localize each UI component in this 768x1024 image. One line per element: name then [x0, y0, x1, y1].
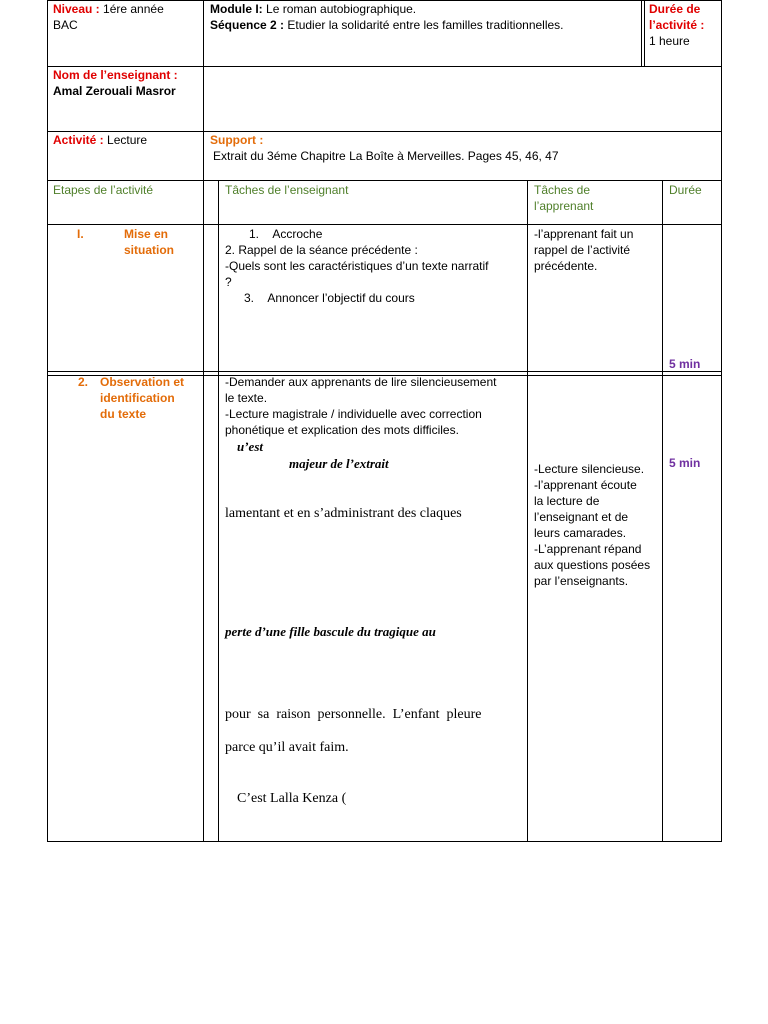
- row2-teacher-tasks: [225, 374, 525, 438]
- row2-learner-4: l’enseignant et de: [534, 510, 629, 524]
- border: [218, 180, 219, 842]
- text-fragment-7: C’est Lalla Kenza (: [237, 791, 347, 806]
- duree-label-2: l’activité :: [649, 18, 705, 32]
- row2-title: [100, 374, 184, 422]
- duree-value: 1 heure: [649, 34, 690, 48]
- module-label: Module I:: [210, 2, 263, 16]
- border: [644, 0, 645, 66]
- support-cell: [210, 132, 559, 164]
- header-etapes: Etapes de l’activité: [53, 183, 154, 197]
- support-label: Support :: [210, 133, 264, 147]
- row1-item2c: ?: [225, 275, 232, 289]
- text-fragment-2: majeur de l’extrait: [289, 456, 389, 471]
- border: [203, 0, 204, 180]
- duree-cell: [649, 1, 704, 49]
- border: [47, 371, 722, 372]
- border: [721, 0, 722, 842]
- row1-title-1: Mise en: [124, 227, 169, 241]
- niveau-value: 1ére année: [103, 2, 164, 16]
- row1-item1-num: 1.: [249, 227, 260, 241]
- activity-value: Lecture: [107, 133, 148, 147]
- row2-teacher-1: -Demander aux apprenants de lire silencieusement: [225, 375, 497, 389]
- row1-learner-tasks: [534, 226, 633, 274]
- text-fragment-3: lamentant et en s’administrant des claques: [225, 506, 462, 521]
- module-value: Le roman autobiographique.: [266, 2, 417, 16]
- activity-label: Activité :: [53, 133, 104, 147]
- row1-item3-num: 3.: [244, 291, 255, 305]
- row1-item2: 2. Rappel de la séance précédente :: [225, 243, 418, 257]
- row2-title-1: Observation et: [100, 375, 185, 389]
- teacher-label: Nom de l’enseignant :: [53, 68, 178, 82]
- activity-cell: [53, 132, 147, 148]
- sequence-label: Séquence 2 :: [210, 18, 285, 32]
- text-fragment-4: perte d’une fille bascule du tragique au: [225, 624, 436, 639]
- border: [527, 180, 528, 842]
- border: [662, 180, 663, 842]
- row2-teacher-3: -Lecture magistrale / individuelle avec correction: [225, 407, 482, 421]
- row1-number: I.: [77, 227, 84, 241]
- row2-learner-6: -L’apprenant répand: [534, 542, 642, 556]
- row2-duree: 5 min: [669, 456, 701, 470]
- border: [641, 0, 642, 66]
- row2-learner-8: par l’enseignants.: [534, 574, 629, 588]
- border: [47, 180, 722, 181]
- row2-learner-7: aux questions posées: [534, 558, 651, 572]
- support-value: Extrait du 3éme Chapitre La Boîte à Merveilles. Pages 45, 46, 47: [213, 149, 559, 163]
- row2-number: 2.: [78, 375, 89, 389]
- border: [47, 224, 722, 225]
- row2-teacher-4: phonétique et explication des mots difficiles.: [225, 423, 459, 437]
- row1-title-2: situation: [124, 243, 174, 257]
- row1-learner-2: rappel de l’activité: [534, 243, 631, 257]
- header-taches-apprenant-2: l’apprenant: [534, 199, 594, 213]
- row1-item1: Accroche: [272, 227, 323, 241]
- border: [47, 841, 722, 842]
- border: [47, 0, 48, 842]
- teacher-cell: [53, 67, 178, 99]
- row1-item3: Annoncer l’objectif du cours: [267, 291, 415, 305]
- niveau-cell: [53, 1, 164, 33]
- text-fragment-5: pour sa raison personnelle. L’enfant pleure: [225, 707, 482, 722]
- row2-learner-3: la lecture de: [534, 494, 600, 508]
- text-fragment-6: parce qu’il avait faim.: [225, 740, 349, 755]
- row2-learner-tasks: [534, 461, 650, 589]
- header-taches-apprenant: [534, 182, 593, 214]
- row1-learner-3: précédente.: [534, 259, 598, 273]
- row2-teacher-2: le texte.: [225, 391, 268, 405]
- row2-learner-5: leurs camarades.: [534, 526, 627, 540]
- row2-title-2: identification: [100, 391, 175, 405]
- row2-title-3: du texte: [100, 407, 147, 421]
- header-taches-enseignant: Tâches de l’enseignant: [225, 183, 349, 197]
- header-taches-apprenant-1: Tâches de: [534, 183, 591, 197]
- sequence-value: Etudier la solidarité entre les familles traditionnelles.: [287, 18, 564, 32]
- module-cell: [210, 1, 564, 33]
- text-fragment-1: u’est: [237, 439, 263, 454]
- niveau-value-2: BAC: [53, 18, 78, 32]
- row1-learner-1: -l’apprenant fait un: [534, 227, 634, 241]
- row1-item2b: -Quels sont les caractéristiques d’un texte narratif: [225, 259, 489, 273]
- niveau-label: Niveau :: [53, 2, 100, 16]
- row1-duree: 5 min: [669, 357, 701, 371]
- border: [203, 180, 204, 842]
- row2-learner-2: -l’apprenant écoute: [534, 478, 637, 492]
- header-duree: Durée: [669, 183, 702, 197]
- row1-teacher-tasks: [225, 226, 525, 306]
- duree-label-1: Durée de: [649, 2, 701, 16]
- row1-title: [124, 226, 174, 258]
- teacher-name: Amal Zerouali Masror: [53, 84, 176, 98]
- row2-learner-1: -Lecture silencieuse.: [534, 462, 645, 476]
